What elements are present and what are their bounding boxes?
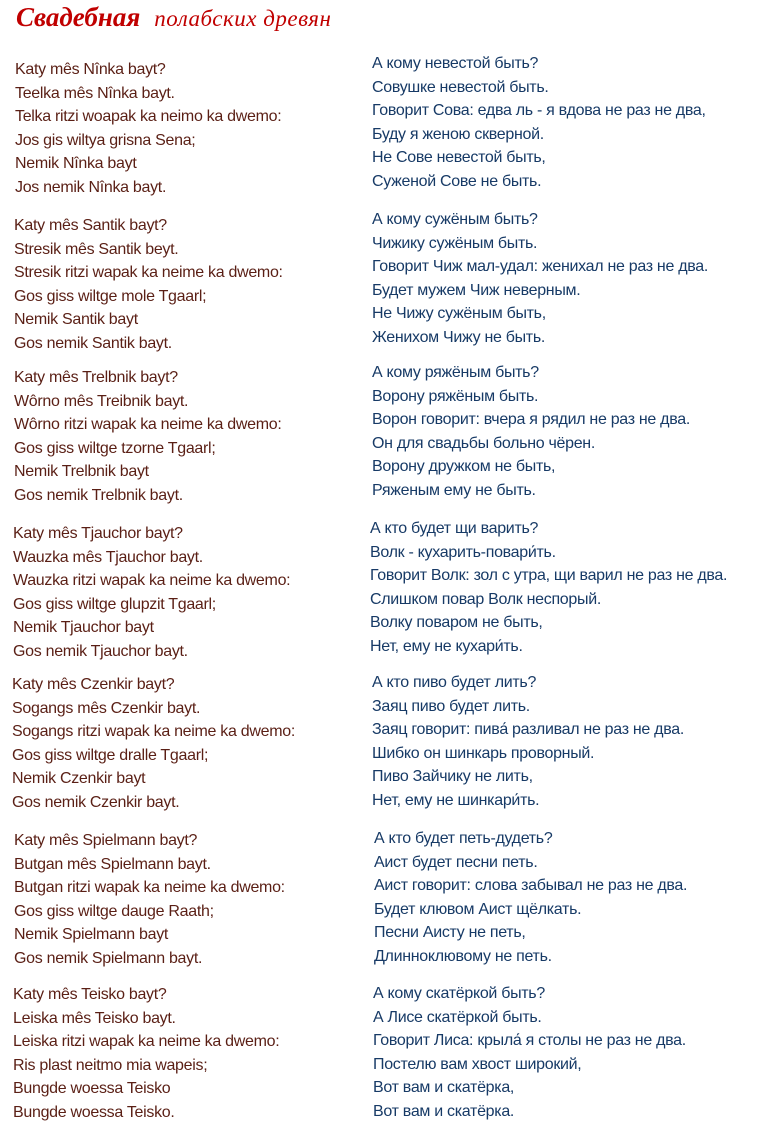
verse-line: Nemik Santik bayt bbox=[14, 311, 138, 329]
verse-line: Gos nemik Tjauchor bayt. bbox=[13, 642, 188, 660]
verse-line: Wauzka mês Tjauchor bayt. bbox=[13, 548, 203, 566]
stanza-3-polabian bbox=[14, 366, 282, 508]
verse-line: Nemik Spielmann bayt bbox=[14, 926, 169, 944]
verse-line: Butgan ritzi wapak ka neime ka dwemo: bbox=[14, 879, 285, 897]
verse-line: Nemik Tjauchor bayt bbox=[13, 619, 154, 637]
stanza-1-polabian bbox=[15, 58, 281, 200]
stanza-7-russian bbox=[373, 982, 686, 1124]
verse-line: Gos giss wiltge mole Tgaarl; bbox=[14, 287, 207, 305]
verse-line: Gos giss wiltge dralle Tgaarl; bbox=[12, 746, 209, 764]
verse-line: Нет, ему не кухари́ть. bbox=[370, 637, 523, 655]
verse-line: Говорит Волк: зол с утра, щи варил не раз не два. bbox=[370, 567, 728, 585]
verse-line: Волк - кухарить-повари́ть. bbox=[370, 543, 556, 561]
verse-line: Он для свадьбы больно чёрен. bbox=[372, 434, 595, 452]
verse-line: Слишком повар Волк неспорый. bbox=[370, 590, 601, 608]
verse-line: Ris plast neitmo mia wapeis; bbox=[13, 1056, 208, 1074]
title-subtitle: полабских древян bbox=[154, 6, 332, 31]
verse-line: Stresik ritzi wapak ka neime ka dwemo: bbox=[14, 264, 283, 282]
verse-line: Katy mês Tjauchor bayt? bbox=[13, 525, 183, 542]
stanza-3-russian bbox=[372, 361, 690, 503]
verse-line: Gos giss wiltge glupzit Tgaarl; bbox=[13, 595, 216, 613]
verse-line: А кому сужёным быть? bbox=[372, 211, 538, 228]
verse-line: Katy mês Nînka bayt? bbox=[15, 61, 166, 78]
verse-line: Katy mês Spielmann bayt? bbox=[14, 832, 198, 849]
verse-line: Ворон говорит: вчера я рядил не раз не два. bbox=[372, 411, 690, 429]
verse-line: Чижику сужёным быть. bbox=[372, 234, 538, 252]
verse-line: Пиво Зайчику не лить, bbox=[372, 768, 533, 786]
verse-line: Wauzka ritzi wapak ka neime ka dwemo: bbox=[13, 572, 291, 590]
stanza-1-russian bbox=[372, 52, 706, 194]
verse-line: Говорит Сова: едва ль - я вдова не раз не два, bbox=[372, 102, 706, 120]
verse-line: Nemik Trelbnik bayt bbox=[14, 463, 149, 481]
verse-line: Будет клювом Аист щёлкать. bbox=[374, 900, 582, 918]
verse-line: Заяц пиво будет лить. bbox=[372, 697, 530, 715]
verse-line: А кому ряжёным быть? bbox=[372, 364, 539, 381]
verse-line: Teelka mês Nînka bayt. bbox=[15, 84, 175, 102]
verse-line: Katy mês Teisko bayt? bbox=[13, 986, 167, 1003]
verse-line: Аист говорит: слова забывал не раз не два. bbox=[374, 877, 688, 895]
verse-line: Постелю вам хвост широкий, bbox=[373, 1055, 582, 1073]
verse-line: Stresik mês Santik beyt. bbox=[14, 240, 179, 258]
verse-line: Wôrno ritzi wapak ka neime ka dwemo: bbox=[14, 416, 282, 434]
verse-line: Nemik Czenkir bayt bbox=[12, 770, 146, 788]
verse-line: Женихом Чижу не быть. bbox=[372, 328, 545, 346]
verse-line: Будет мужем Чиж неверным. bbox=[372, 281, 581, 299]
stanza-6-russian bbox=[374, 827, 687, 969]
verse-line: Nemik Nînka bayt bbox=[15, 155, 137, 173]
verse-line: Bungde woessa Teisko. bbox=[13, 1103, 175, 1121]
verse-line: Ряженым ему не быть. bbox=[372, 481, 536, 499]
verse-line: Ворону дружком не быть, bbox=[372, 458, 556, 476]
verse-line: Gos giss wiltge tzorne Tgaarl; bbox=[14, 439, 216, 457]
verse-line: Суженой Сове не быть. bbox=[372, 172, 542, 190]
verse-line: Katy mês Trelbnik bayt? bbox=[14, 369, 178, 386]
verse-line: Совушке невестой быть. bbox=[372, 78, 549, 96]
verse-line: Не Чижу сужёным быть, bbox=[372, 305, 546, 323]
stanza-4-polabian bbox=[13, 522, 290, 664]
verse-line: Вот вам и скатёрка, bbox=[373, 1079, 515, 1097]
verse-line: Katy mês Czenkir bayt? bbox=[12, 676, 175, 693]
verse-line: Шибко он шинкарь проворный. bbox=[372, 744, 595, 762]
verse-line: А кому скатёркой быть? bbox=[373, 985, 545, 1002]
verse-line: Gos nemik Trelbnik bayt. bbox=[14, 486, 183, 504]
verse-line: Katy mês Santik bayt? bbox=[14, 217, 167, 234]
verse-line: Аист будет песни петь. bbox=[374, 853, 538, 871]
verse-line: А кто будет щи варить? bbox=[370, 520, 539, 537]
stanza-5-russian bbox=[372, 671, 684, 813]
stanza-2-polabian bbox=[14, 214, 283, 356]
verse-line: Нет, ему не шинкари́ть. bbox=[372, 791, 540, 809]
verse-line: Длинноклювому не петь. bbox=[374, 947, 552, 965]
verse-line: Leiska mês Teisko bayt. bbox=[13, 1009, 176, 1027]
verse-line: Gos nemik Spielmann bayt. bbox=[14, 949, 203, 967]
verse-line: Leiska ritzi wapak ka neime ka dwemo: bbox=[13, 1033, 280, 1051]
verse-line: Вот вам и скатёрка. bbox=[373, 1102, 515, 1120]
verse-line: Не Сове невестой быть, bbox=[372, 149, 546, 167]
verse-line: Gos giss wiltge dauge Raath; bbox=[14, 902, 214, 920]
verse-line: Sogangs ritzi wapak ka neime ka dwemo: bbox=[12, 723, 295, 741]
verse-line: А кто будет петь-дудеть? bbox=[374, 830, 553, 847]
verse-line: Jos gis wiltya grisna Sena; bbox=[15, 131, 196, 149]
verse-line: Песни Аисту не петь, bbox=[374, 924, 526, 942]
verse-line: Sogangs mês Czenkir bayt. bbox=[12, 699, 201, 717]
verse-line: Заяц говорит: пива́ разливал не раз не два. bbox=[372, 721, 684, 739]
stanza-2-russian bbox=[372, 208, 708, 350]
stanza-4-russian bbox=[370, 517, 727, 659]
poem-title bbox=[16, 2, 331, 42]
verse-line: Wôrno mês Treibnik bayt. bbox=[14, 392, 189, 410]
verse-line: Jos nemik Nînka bayt. bbox=[15, 178, 167, 196]
verse-line: А кто пиво будет лить? bbox=[372, 674, 537, 691]
title-main: Свадебная bbox=[16, 2, 141, 32]
verse-line: Буду я женою скверной. bbox=[372, 125, 544, 143]
verse-line: Волку поваром не быть, bbox=[370, 614, 543, 632]
verse-line: Ворону ряжёным быть. bbox=[372, 387, 539, 405]
verse-line: А кому невестой быть? bbox=[372, 55, 539, 72]
verse-line: А Лисе скатёркой быть. bbox=[373, 1008, 542, 1026]
verse-line: Bungde woessa Teisko bbox=[13, 1080, 171, 1098]
verse-line: Gos nemik Santik bayt. bbox=[14, 334, 172, 352]
stanza-5-polabian bbox=[12, 673, 295, 815]
stanza-6-polabian bbox=[14, 829, 285, 971]
verse-line: Gos nemik Czenkir bayt. bbox=[12, 793, 180, 811]
stanza-7-polabian bbox=[13, 983, 279, 1125]
verse-line: Butgan mês Spielmann bayt. bbox=[14, 855, 211, 873]
verse-line: Говорит Чиж мал-удал: женихал не раз не два. bbox=[372, 258, 708, 276]
verse-line: Telka ritzi woapak ka neimo ka dwemo: bbox=[15, 108, 282, 126]
verse-line: Говорит Лиса: крыла́ я столы не раз не два. bbox=[373, 1032, 686, 1050]
